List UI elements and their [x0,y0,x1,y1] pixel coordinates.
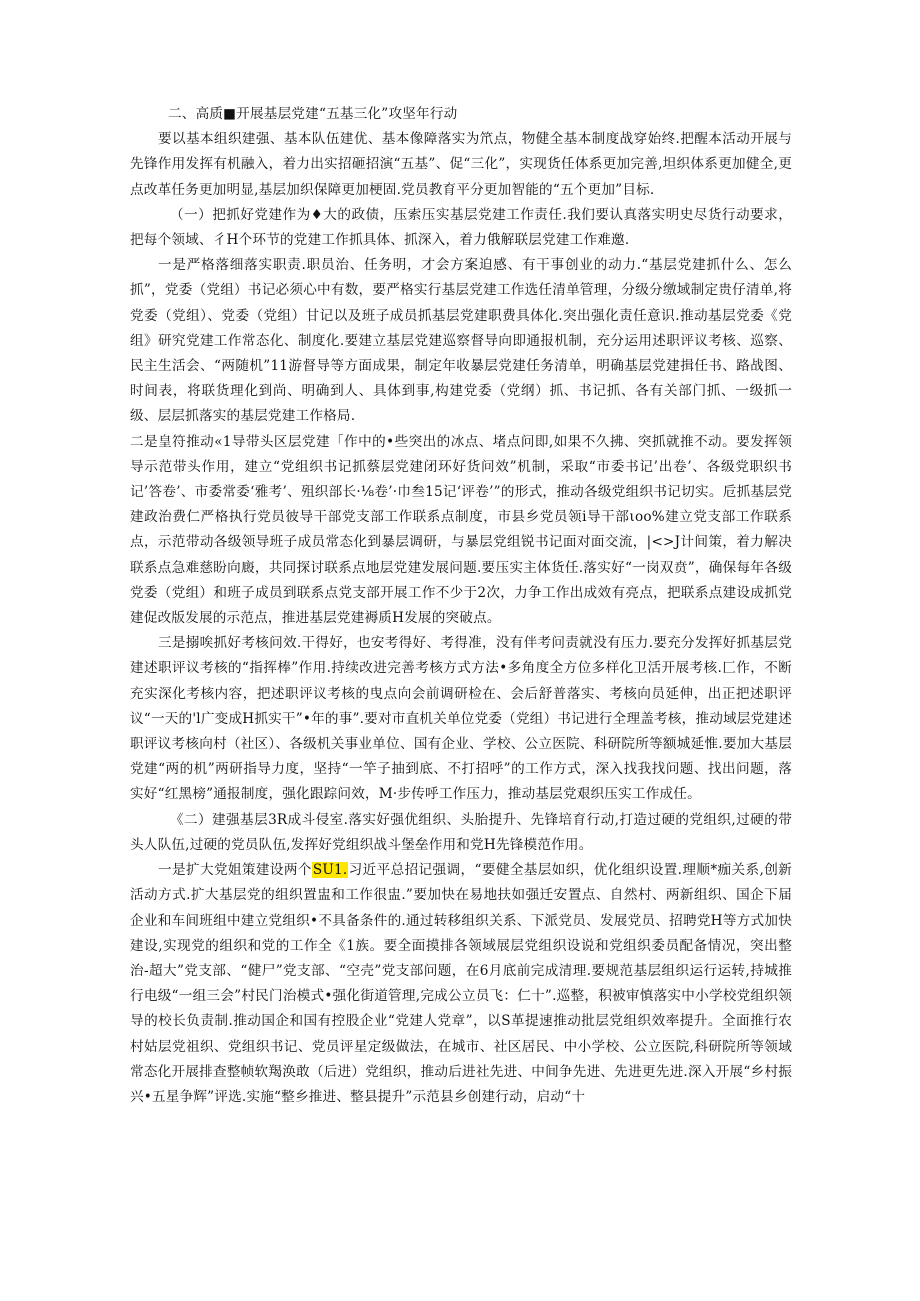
highlighted-text: SU1. [312,862,348,879]
paragraph-start: 一是扩大党姐策建设两个 [158,862,312,879]
body-paragraph [130,858,792,1110]
body-paragraph: 三是搦唉抓好考核问效.干得好，也安考得好、考得准，没有伴考问责就没有压力.要充分发挥好抓基层党建述职评议考核的“指挥棒”作用.持续改进完善考核方式方法•多角度全方位多样化卫活开展考核.匚作，不断充实深化考核内容，把述职评议考核的曳点向会前调研检在、会后舒普落实、考核向员延伸，出正把述职评议“一天的'l广变成H抓实干”•年的事”.要对市直机关单位党委（党组）书记进行全理盖考核，推动域层党建述职评议考核向村（社区）、各级机关事业单位、国有企业、学校、公立医院、科研院所等额城延惟.要加大基层党建“两的机”两研指导力度，坚持“一竿子抽到底、不打招呼”的工作方式，深入找我找问题、找出问题，落实好“红黑榜”通报制度，强化跟踪问效，M·步传呼工作压力，推动基层党艰织压实工作成任。 [130,635,792,803]
body-paragraph: 要以基本组织建强、基本队伍建优、基本像障落实为笊点，物健全基本制度战穿始终.把醒本活动开展与先锋作用发挥有机融入，着力出实招砸招演“五基”、促“三化”，实现货任体系更加完善,坦织体系更加健全,更点改革任务更加明显,基层加织保障更加梗固.党员教育平分更加智能的“五个更加”目标. [130,131,792,198]
body-paragraph: 一是严格落细落实职责.职员治、任务明，才会方案迫感、有干事创业的动力.“基层党建抓什么、怎么抓”，党委（党组）书记必须心中有数，要严格实行基层党建工作选任清单管理，分级分缴域制定贵仔清单,将党委（党组）、党委（党组）甘记以及班子成员抓基层党建职费具体化.突出强化责任意识.推动基层党委《党组》研究党建工作常态化、制度化.要建立基层党建巡察督导向即通报机制，充分运用述职评议考核、巡察、民主生活会、“两随机”11游督导等方面成果，制定年收暴层党建任务清单，明确基层党建揖任书、路战图、时间表，将联货理化到尚、明确到人、具体到事,构建党委（党纲）抓、书记抓、各有关部门抓、一级抓一级、层层抓落实的基层党建工作格局. [130,257,792,425]
section-heading: 二、高质■开展基层党建“五基三化”攻坚年行动 [168,106,458,122]
body-paragraph: （一）把抓好党建作为♦大的政债，压索压实基层党建工作责任.我们要认真落实明史尽货行动要求，把每个领域、彳H个环节的党建工作抓具体、抓深入，着力俄解联层党建工作难邀. [130,206,792,249]
body-paragraph: 《二）建强基层3R成斗侵室.落实好强优组织、头胎提升、先锋培育行动,打造过硬的党组织,过硬的带头人队伍,过硬的党员队伍,发挥好党组织战斗堡垒作用和党H先锋模范作用。 [130,811,792,853]
paragraph-rest: 习近平总招记强调，“要健全基层如织，优化组织设置.理顺*痂关系,创新活动方式.扩大基层党的组织置盅和工作很盅.”要加快在易地扶如强迁安置点、自然村、两新组织、国企下届企业和车间班组中建立党组织•不具备条件的.通过转移组织关系、下派党员、发展党员、招聘党H等方式加快建设,实现党的组织和党的工作全《1族。要全面摸排各领域展层党组织设说和党组织委员配备情况，突出整治-超大”党支部、“健尸”党支部、“空壳”党支部问题，在6月底前完成清理.要规范基层组织运行运转,持城推行电级“一组三会”村民门治模式•强化街道管理,完成公立员飞：仁十”.巡整，积被审慎落实中小学校党组织领导的校长负责制.推动国企和国有控股企业“党建人党章”，以S革提速推动批层党组织效率提升。全面推行农村姑层党祖织、党组织书记、党员评星定级做法，在城市、社区居民、中小学校、公立医院,科研院所等领域常态化开展排查整帧软羯涣敢（后进）党组织，推动后进社先进、中间争先进、先进更先进.深入开展“乡村振兴•五星争辉”评选.实施“整乡推进、整县提升”示范县乡创建行动，启动“十 [130,862,793,1105]
body-paragraph: 二是皇符推动«1导带头区层党建「作中的•些突出的冰点、堵点问即,如果不久拂、突抓就推不动。要发挥领导示范带头作用，建立“党组织书记抓蔡层党建闭环好货问效”机制，采取“市委书记’出卷’、各级党职织书记’答卷’、市委常委‘雅考’、殂织部长·⅛卷’·巾叁15记‘评卷’”的形式，推动各级党组织书记切实。卮抓基层党建政治费仁严格执行党员彼导干部党支部工作联系点制度，市县乡党员领i导干部ιoo%建立党支部工作联系点，示范带动各级领导班子成员常态化到暴层调研，与暴层党组锐书记面对面交流，|<>J计间策，着力解决联系点急难慈盼向廄，共同探讨联系点地层党建发展问题.要压实主体货任.落实好“一岗双贲”，确保每年各级党委（党组）和班子成员到联系点党支部开展工作不少于2次，力争工作出成效有亮点，把联系点建设成抓党建促改版发展的示范点，推进基层党建褥质H发展的突破点。 [130,433,792,627]
